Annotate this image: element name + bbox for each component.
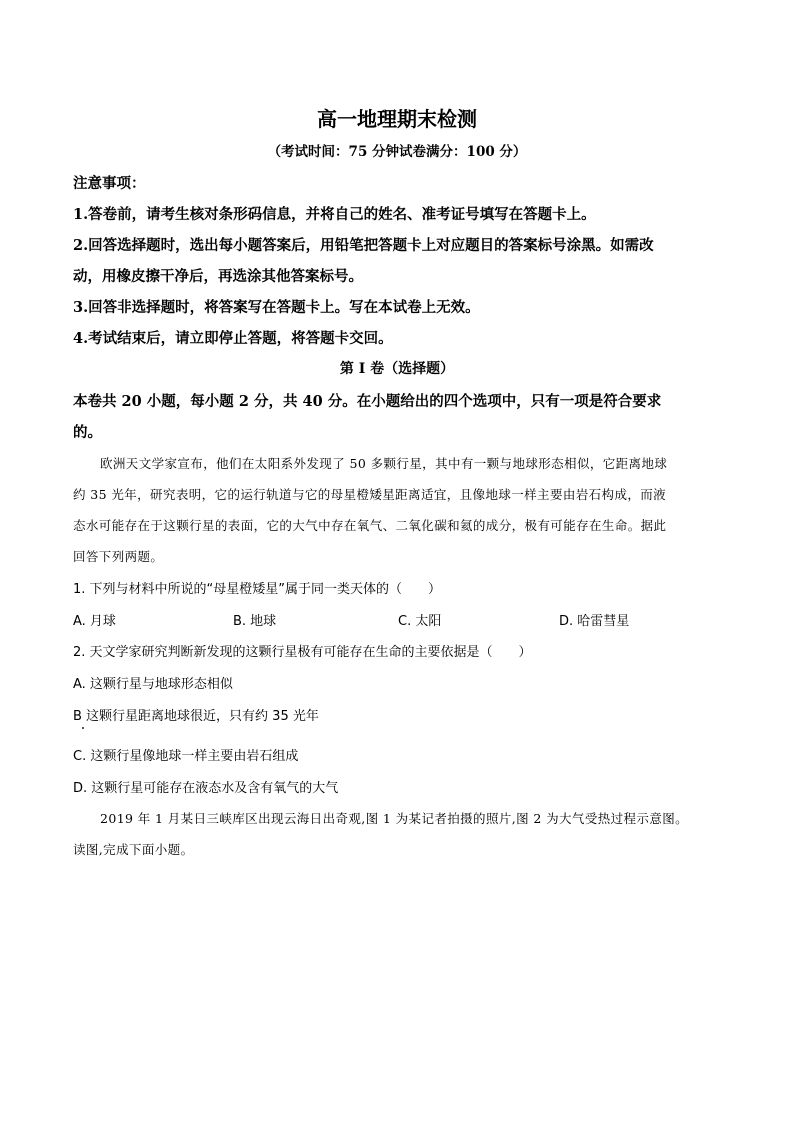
question-1-option-c: C. 太阳 <box>398 614 442 629</box>
question-1-option-b: B. 地球 <box>233 614 277 629</box>
notice-item-2: 2.回答选择题时，选出每小题答案后，用铅笔把答题卡上对应题目的答案标号涂黑。如需改 <box>73 237 654 254</box>
question-2-option-a: A. 这颗行星与地球形态相似 <box>73 677 233 692</box>
question-1-option-a: A. 月球 <box>73 614 116 629</box>
page-title: 高一地理期末检测 <box>317 107 477 131</box>
material-2-line-2: 读图,完成下面小题。 <box>73 842 194 857</box>
material-1-line-2: 约 35 光年，研究表明，它的运行轨道与它的母星橙矮星距离适宜，且像地球一样主要由岩石构成，而液 <box>73 487 667 502</box>
section-intro: 本卷共 20 小题，每小题 2 分，共 40 分。在小题给出的四个选项中，只有一项是符合要求 <box>73 393 662 410</box>
question-1-stem: 1. 下列与材料中所说的“母星橙矮星”属于同一类天体的（ ） <box>73 582 442 597</box>
notice-item-3: 3.回答非选择题时，将答案写在答题卡上。写在本试卷上无效。 <box>73 299 480 316</box>
material-1-line-4: 回答下列两题。 <box>73 549 164 564</box>
material-1-line-1: 欧洲天文学家宣布，他们在太阳系外发现了 50 多颗行星，其中有一颗与地球形态相似，它距离地球 <box>100 456 668 471</box>
exam-info: （考试时间：75 分钟试卷满分：100 分） <box>267 144 527 160</box>
question-2-option-c: C. 这颗行星像地球一样主要由岩石组成 <box>73 749 299 764</box>
material-1-line-3: 态水可能存在于这颗行星的表面，它的大气中存在氧气、二氧化碳和氦的成分，极有可能存在生命。据此 <box>73 518 667 533</box>
section-title: 第 I 卷（选择题） <box>339 361 455 377</box>
question-2-option-d: D. 这颗行星可能存在液态水及含有氧气的大气 <box>73 781 339 796</box>
notice-item-1: 1.答卷前，请考生核对条形码信息，并将自己的姓名、准考证号填写在答题卡上。 <box>73 206 596 223</box>
notice-item-4: 4.考试结束后，请立即停止答题，将答题卡交回。 <box>73 330 393 347</box>
question-1-option-d: D. 哈雷彗星 <box>559 614 630 629</box>
question-2-option-b: B 这颗行星距离地球很近，只有约 35 光年 <box>73 709 319 724</box>
material-2-line-1: 2019 年 1 月某日三峡库区出现云海日出奇观,图 1 为某记者拍摄的照片,图 2 为大气受热过程示意图。 <box>100 811 689 826</box>
notice-item-2-cont: 动，用橡皮擦干净后，再选涂其他答案标号。 <box>73 268 363 285</box>
stray-mark <box>82 727 84 729</box>
notice-heading: 注意事项： <box>73 175 146 192</box>
section-intro-cont: 的。 <box>73 424 102 441</box>
question-2-stem: 2. 天文学家研究判断新发现的这颗行星极有可能存在生命的主要依据是（ ） <box>73 645 532 660</box>
